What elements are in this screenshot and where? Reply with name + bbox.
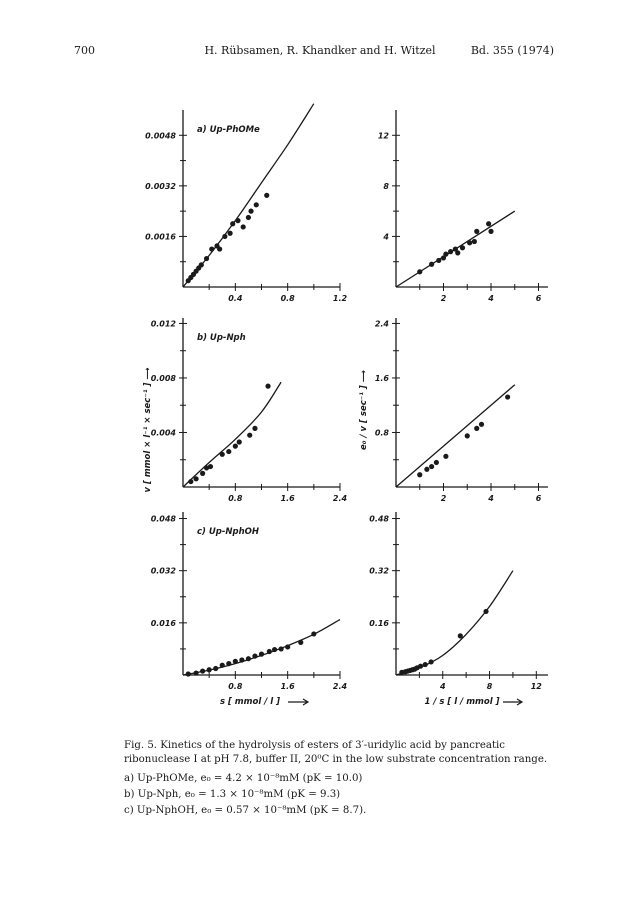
panel-b-y-tick-label: 0.004 [150, 428, 176, 438]
panel-b-recip-y-tick-label: 1.6 [374, 373, 389, 383]
panel-a-recip-data-point [472, 239, 477, 244]
right-x-axis-label: 1 / s [ l / mmol ] [424, 697, 500, 707]
panel-a-recip-data-point [417, 269, 422, 274]
panel-c-data-point [298, 640, 303, 645]
panel-b-data-point [265, 384, 270, 389]
panel-a-recip-data-point [436, 258, 441, 263]
panel-b-x-tick-label: 1.6 [280, 494, 295, 503]
panel-a-data-point [230, 221, 235, 226]
panel-b-title: b) Up-Nph [197, 333, 246, 343]
caption-item-a: a) Up-PhOMe, e₀ = 4.2 × 10⁻⁸mM (pK = 10.0) [124, 773, 363, 784]
panel-c-recip-data-point [458, 633, 463, 638]
panel-a-x-tick-label: 1.2 [332, 294, 348, 303]
caption-item-b: b) Up-Nph, e₀ = 1.3 × 10⁻⁸mM (pK = 9.3) [124, 789, 341, 800]
panel-b-data-point [208, 464, 213, 469]
panel-c-recip-y-tick-label: 0.16 [369, 618, 389, 628]
panel-b-recip-data-point [434, 460, 439, 465]
right-y-axis-label: e₀ / v [ sec⁻¹ ] ⟶ [359, 370, 369, 450]
panel-b-data-point [188, 479, 193, 484]
panel-a-data-point [199, 262, 204, 267]
panel-a-y-tick-label: 0.0048 [145, 131, 176, 141]
panel-a-recip-x-tick-label: 4 [488, 294, 494, 303]
panel-c-data-point [311, 631, 316, 636]
caption-item-c: c) Up-NphOH, e₀ = 0.57 × 10⁻⁸mM (pK = 8.7). [124, 805, 367, 816]
panel-c-recip-x-tick-label: 4 [439, 682, 446, 691]
panel-c-data-point [272, 647, 277, 652]
panel-c-title: c) Up-NphOH [197, 527, 259, 537]
panel-a-data-point [254, 202, 259, 207]
panel-a-data-point [209, 246, 214, 251]
panel-a-x-tick-label: 0.4 [228, 294, 243, 303]
panel-c-y-tick-label: 0.048 [150, 514, 176, 524]
panel-c-recip-fit-curve [396, 571, 513, 675]
panel-a-recip-y-tick-label: 12 [377, 131, 389, 141]
panel-c-x-tick-label: 1.6 [280, 682, 295, 691]
panel-c-data-point [226, 661, 231, 666]
panel-b-recip-data-point [429, 464, 434, 469]
panel-c-recip-data-point [423, 662, 428, 667]
panel-b-recip-data-point [465, 433, 470, 438]
panel-b-x-tick-label: 2.4 [332, 494, 348, 503]
panel-a-data-point [264, 193, 269, 198]
panel-a-recip-y-tick-label: 4 [383, 232, 389, 242]
panel-c-data-point [267, 649, 272, 654]
panel-a-x-tick-label: 0.8 [280, 294, 295, 303]
panel-c-fit-curve [183, 620, 340, 675]
panel-a-y-tick-label: 0.0016 [145, 232, 176, 242]
panel-b-data-point [220, 452, 225, 457]
panel-a-recip-data-point [455, 250, 460, 255]
panel-a-data-point [228, 231, 233, 236]
panel-a-recip-data-point [443, 252, 448, 257]
panel-c-recip-y-tick-label: 0.48 [369, 514, 389, 524]
panel-c-recip-x-tick-label: 12 [530, 682, 542, 691]
panel-b-data-point [193, 476, 198, 481]
figure-caption: Fig. 5. Kinetics of the hydrolysis of esters of 3′-uridylic acid by pancreatic ribonuclease I at pH 7.8, buffer II, 20⁰C in the low substrate concentration range. [124, 740, 548, 765]
panel-b-recip-y-tick-label: 2.4 [374, 319, 389, 329]
panel-b-data-point [200, 471, 205, 476]
panel-a-recip-data-point [467, 240, 472, 245]
panel-b-fit-curve [183, 382, 281, 487]
left-x-axis-arrow [288, 699, 308, 705]
panel-c-recip-data-point [428, 659, 433, 664]
panel-c-recip-y-tick-label: 0.32 [369, 566, 389, 576]
panel-c-data-point [246, 656, 251, 661]
panel-b-recip-data-point [443, 454, 448, 459]
panel-a-recip-data-point [460, 245, 465, 250]
panel-c-y-tick-label: 0.016 [150, 618, 176, 628]
panel-b-recip-x-tick-label: 6 [535, 494, 542, 503]
panel-c-data-point [279, 646, 284, 651]
panel-c-x-tick-label: 2.4 [332, 682, 348, 691]
panel-b-recip-x-tick-label: 4 [488, 494, 494, 503]
panel-b-y-tick-label: 0.008 [150, 373, 176, 383]
panel-c-data-point [200, 668, 205, 673]
panel-b-recip-x-tick-label: 2 [440, 494, 447, 503]
panel-a-data-point [235, 218, 240, 223]
panel-b-data-point [226, 449, 231, 454]
panel-c-data-point [259, 652, 264, 657]
page-number: 700 [74, 44, 95, 57]
panel-c-y-tick-label: 0.032 [150, 566, 176, 576]
panel-a-recip-x-tick-label: 2 [440, 294, 447, 303]
panel-c-recip-x-tick-label: 8 [486, 682, 493, 691]
panel-b-recip-data-point [479, 422, 484, 427]
journal-volume: Bd. 355 (1974) [470, 44, 554, 57]
panel-b-data-point [237, 439, 242, 444]
panel-a-recip-x-tick-label: 6 [535, 294, 542, 303]
panel-b-data-point [252, 426, 257, 431]
running-head-authors: H. Rübsamen, R. Khandker and H. Witzel [204, 44, 436, 57]
panel-c-data-point [285, 644, 290, 649]
panel-b-data-point [247, 433, 252, 438]
panel-b-recip-data-point [474, 426, 479, 431]
panel-c-data-point [213, 666, 218, 671]
panel-a-recip-data-point [488, 229, 493, 234]
panel-b-recip-data-point [424, 467, 429, 472]
panel-a-recip-data-point [486, 221, 491, 226]
panel-c-data-point [239, 657, 244, 662]
panel-a-recip-y-tick-label: 8 [383, 181, 389, 191]
panel-c-data-point [220, 663, 225, 668]
panel-a-data-point [222, 234, 227, 239]
left-y-axis-label: v [ mmol × l⁻¹ × sec⁻¹ ] ⟶ [143, 367, 153, 493]
panel-c-data-point [186, 671, 191, 676]
panel-c-recip-data-point [483, 609, 488, 614]
panel-a-recip-data-point [448, 249, 453, 254]
left-x-axis-label: s [ mmol / l ] [219, 697, 281, 707]
panel-c-data-point [233, 659, 238, 664]
panel-a-data-point [246, 215, 251, 220]
panel-c-recip-data-point [418, 664, 423, 669]
panel-a-data-point [204, 256, 209, 261]
panel-a-data-point [217, 246, 222, 251]
panel-c-data-point [193, 670, 198, 675]
panel-a-recip-data-point [429, 262, 434, 267]
panel-b-y-tick-label: 0.012 [150, 319, 176, 329]
panel-c-x-tick-label: 0.8 [228, 682, 243, 691]
panel-c-data-point [252, 653, 257, 658]
panel-a-y-tick-label: 0.0032 [145, 181, 176, 191]
panel-b-x-tick-label: 0.8 [228, 494, 243, 503]
panel-a-data-point [248, 209, 253, 214]
panel-a-recip-data-point [474, 229, 479, 234]
right-x-axis-arrow [503, 699, 522, 705]
panel-a-title: a) Up-PhOMe [197, 125, 260, 135]
panel-b-recip-data-point [417, 472, 422, 477]
panel-b-data-point [233, 444, 238, 449]
panel-b-recip-y-tick-label: 0.8 [374, 428, 389, 438]
panel-a-data-point [241, 224, 246, 229]
panel-c-data-point [207, 667, 212, 672]
panel-b-recip-data-point [505, 394, 510, 399]
panel-b-recip-fit-curve [396, 385, 515, 487]
